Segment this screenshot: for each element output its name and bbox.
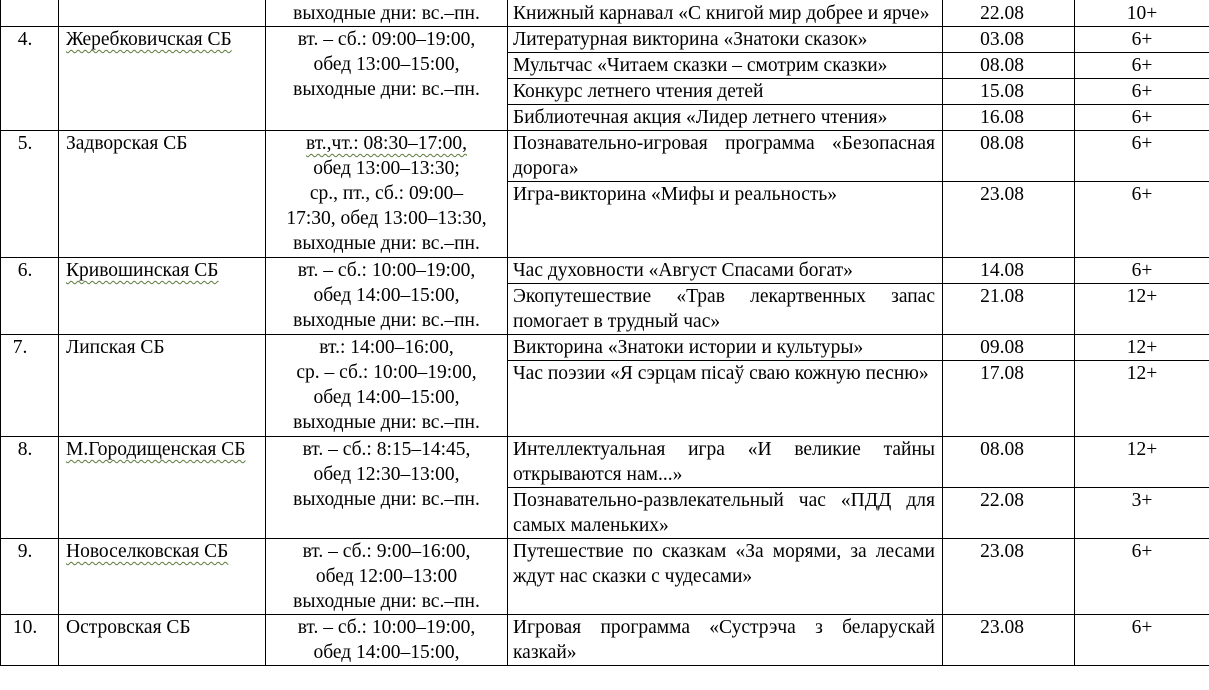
library-name: М.Городищенская СБ [59,437,266,539]
event-date: 09.08 [943,335,1075,361]
event-date: 17.08 [943,361,1075,437]
library-name: Новоселковская СБ [59,539,266,615]
age-rating: 6+ [1075,539,1209,615]
age-rating: 6+ [1075,53,1209,79]
age-rating: 12+ [1075,335,1209,361]
row-number: 9. [1,539,59,615]
hours-line: выходные дни: вс.–пн. [293,3,480,24]
event-title: Викторина «Знатоки истории и культуры» [508,335,943,361]
table-row [1,335,1209,361]
event-title: Час духовности «Август Спасами богат» [508,258,943,284]
library-name: Задворская СБ [59,131,266,258]
event-title: Игровая программа «Сустрэча з беларускай казкай» [508,615,943,666]
row-number: 6. [1,258,59,335]
event-title: Час поэзии «Я сэрцам пісаў сваю кожную песню» [508,361,943,437]
row-number: 10. [1,615,59,666]
table-row [1,615,1209,666]
event-date: 22.08 [943,0,1075,27]
library-name: Липская СБ [59,335,266,437]
row-number: 4. [1,27,59,131]
table-row [1,0,1209,27]
event-date: 15.08 [943,79,1075,105]
table-row [1,131,1209,182]
event-date: 23.08 [943,539,1075,615]
event-date: 23.08 [943,182,1075,258]
working-hours: вт.,чт.: 08:30–17:00, обед 13:00–13:30; ср., пт., сб.: 09:00– 17:30, обед 13:00–13:30, выходные дни: вс.–пн. [266,131,508,258]
library-name: Островская СБ [59,615,266,666]
event-date: 03.08 [943,27,1075,53]
row-number: 7. [1,335,59,437]
event-date: 14.08 [943,258,1075,284]
library-name [59,0,266,27]
event-title: Мультчас «Читаем сказки – смотрим сказки» [508,53,943,79]
event-date: 16.08 [943,105,1075,131]
age-rating: 12+ [1075,437,1209,488]
age-rating: 10+ [1075,0,1209,27]
working-hours: вт. – сб.: 10:00–19:00, обед 14:00–15:00, [266,615,508,666]
working-hours: вт. – сб.: 10:00–19:00, обед 14:00–15:00, выходные дни: вс.–пн. [266,258,508,335]
working-hours [266,0,508,27]
library-name: Кривошинская СБ [59,258,266,335]
library-name: Жеребковичская СБ [59,27,266,131]
age-rating: 6+ [1075,131,1209,182]
working-hours: вт. – сб.: 9:00–16:00, обед 12:00–13:00 выходные дни: вс.–пн. [266,539,508,615]
table-row [1,27,1209,53]
age-rating: 6+ [1075,79,1209,105]
event-date: 22.08 [943,488,1075,539]
age-rating: 6+ [1075,27,1209,53]
table-row [1,539,1209,615]
age-rating: 6+ [1075,182,1209,258]
table-row [1,258,1209,284]
age-rating: 12+ [1075,361,1209,437]
age-rating: 6+ [1075,615,1209,666]
working-hours: вт. – сб.: 09:00–19:00, обед 13:00–15:00, выходные дни: вс.–пн. [266,27,508,131]
row-number: 8. [1,437,59,539]
table-row [1,437,1209,488]
event-date: 08.08 [943,53,1075,79]
event-title: Конкурс летнего чтения детей [508,79,943,105]
age-rating: 12+ [1075,284,1209,335]
event-title: Книжный карнавал «С книгой мир добрее и ярче» [508,0,943,27]
event-title: Путешествие по сказкам «За морями, за лесами ждут нас сказки с чудесами» [508,539,943,615]
row-number [1,0,59,27]
event-title: Игра-викторина «Мифы и реальность» [508,182,943,258]
age-rating: 6+ [1075,105,1209,131]
event-title: Библиотечная акция «Лидер летнего чтения» [508,105,943,131]
event-date: 08.08 [943,437,1075,488]
event-title: Интеллектуальная игра «И великие тайны открываются нам...» [508,437,943,488]
working-hours: вт.: 14:00–16:00, ср. – сб.: 10:00–19:00, обед 14:00–15:00, выходные дни: вс.–пн. [266,335,508,437]
event-title: Экопутешествие «Трав лекартвенных запас помогает в трудный час» [508,284,943,335]
row-number: 5. [1,131,59,258]
event-date: 08.08 [943,131,1075,182]
working-hours: вт. – сб.: 8:15–14:45, обед 12:30–13:00, выходные дни: вс.–пн. [266,437,508,539]
event-title: Познавательно-развлекательный час «ПДД для самых маленьких» [508,488,943,539]
event-title: Литературная викторина «Знатоки сказок» [508,27,943,53]
age-rating: 3+ [1075,488,1209,539]
event-date: 21.08 [943,284,1075,335]
event-title: Познавательно-игровая программа «Безопасная дорога» [508,131,943,182]
age-rating: 6+ [1075,258,1209,284]
event-date: 23.08 [943,615,1075,666]
